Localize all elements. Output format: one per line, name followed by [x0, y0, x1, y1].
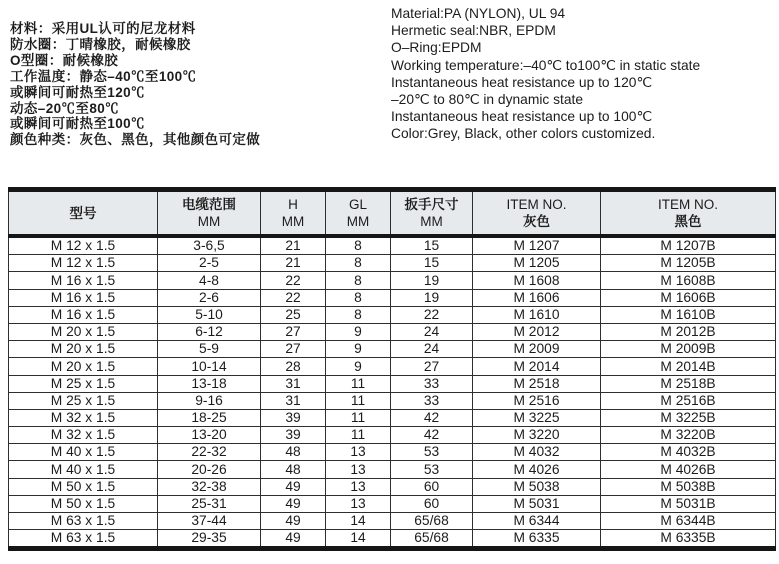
- table-cell: 21: [261, 236, 326, 255]
- table-cell: 9: [326, 341, 391, 358]
- table-cell: 8: [326, 289, 391, 306]
- table-cell: M 5031B: [601, 495, 776, 512]
- col-header-unit: 灰色: [523, 214, 550, 229]
- table-row: [9, 409, 776, 426]
- spec-line-cn: 材料：采用UL认可的尼龙材料: [10, 21, 196, 36]
- table-row: [9, 513, 776, 530]
- table-cell: M 20 x 1.5: [9, 341, 158, 358]
- table-cell: 39: [261, 427, 326, 444]
- table-cell: 25-31: [158, 495, 261, 512]
- table-cell: M 32 x 1.5: [9, 409, 158, 426]
- table-cell: 22: [261, 272, 326, 289]
- table-row: [9, 375, 776, 392]
- col-header-label: H: [288, 197, 298, 212]
- table-cell: 13: [326, 461, 391, 478]
- table-cell: M 25 x 1.5: [9, 375, 158, 392]
- table-cell: M 3225B: [601, 409, 776, 426]
- table-row: [9, 289, 776, 306]
- table-cell: 32-38: [158, 478, 261, 495]
- table-cell: 39: [261, 409, 326, 426]
- table-cell: M 2014B: [601, 358, 776, 375]
- table-cell: 21: [261, 255, 326, 272]
- table-cell: 14: [326, 513, 391, 530]
- table-cell: M 20 x 1.5: [9, 358, 158, 375]
- table-cell: M 2009B: [601, 341, 776, 358]
- table-row: [9, 478, 776, 495]
- table-cell: 10-14: [158, 358, 261, 375]
- col-header-unit: MM: [346, 214, 370, 229]
- table-cell: 24: [391, 323, 473, 340]
- table-cell: 22: [261, 289, 326, 306]
- table-cell: 11: [326, 392, 391, 409]
- table-cell: 13: [326, 444, 391, 461]
- table-body: [9, 236, 776, 549]
- table-cell: M 6344: [473, 513, 601, 530]
- specs-english-block: [391, 5, 700, 143]
- table-cell: M 63 x 1.5: [9, 513, 158, 530]
- spec-line-en: Working temperature:–40℃ to100℃ in static state: [391, 57, 701, 73]
- col-header-label: ITEM NO.: [658, 197, 718, 212]
- table-cell: 11: [326, 409, 391, 426]
- col-header-item-no-grey: [473, 190, 601, 237]
- table-row: [9, 444, 776, 461]
- table-cell: M 4032: [473, 444, 601, 461]
- table-cell: 48: [261, 444, 326, 461]
- col-header-unit: 黑色: [674, 214, 702, 229]
- table-cell: M 2516: [473, 392, 601, 409]
- table-cell: M 16 x 1.5: [9, 289, 158, 306]
- table-cell: 11: [326, 427, 391, 444]
- spec-line-cn: O型圈：耐候橡胶: [10, 52, 119, 68]
- table-cell: 19: [391, 272, 473, 289]
- table-cell: 9-16: [158, 392, 261, 409]
- table-row: [9, 530, 776, 549]
- table-cell: 27: [391, 358, 473, 375]
- table-cell: M 12 x 1.5: [9, 236, 158, 255]
- table-row: [9, 323, 776, 340]
- table-cell: M 1207: [473, 236, 601, 255]
- table-cell: M 50 x 1.5: [9, 478, 158, 495]
- table-cell: M 32 x 1.5: [9, 427, 158, 444]
- spec-line-cn: 或瞬间可耐热至120℃: [10, 84, 145, 100]
- table-cell: 11: [326, 375, 391, 392]
- table-cell: 20-26: [158, 461, 261, 478]
- table-cell: M 2518B: [601, 375, 776, 392]
- spec-table: [8, 187, 776, 551]
- table-cell: 15: [391, 236, 473, 255]
- table-cell: 22-32: [158, 444, 261, 461]
- table-cell: M 2516B: [601, 392, 776, 409]
- table-cell: 33: [391, 392, 473, 409]
- table-cell: M 20 x 1.5: [9, 323, 158, 340]
- table-cell: M 1606: [473, 289, 601, 306]
- table-cell: 13: [326, 495, 391, 512]
- table-cell: M 6335: [473, 530, 601, 549]
- col-header-label: 型号: [69, 205, 97, 221]
- table-cell: 5-9: [158, 341, 261, 358]
- table-cell: 49: [261, 530, 326, 549]
- table-cell: M 1608B: [601, 272, 776, 289]
- table-cell: 8: [326, 255, 391, 272]
- table-cell: M 16 x 1.5: [9, 306, 158, 323]
- table-row: [9, 461, 776, 478]
- table-cell: 5-10: [158, 306, 261, 323]
- col-header-label: GL: [348, 197, 367, 212]
- spec-line-cn: 工作温度：静态–40℃至100℃: [10, 68, 197, 84]
- table-cell: M 6335B: [601, 530, 776, 549]
- table-cell: 53: [391, 444, 473, 461]
- col-header-unit: MM: [197, 214, 221, 229]
- spec-line-en: Instantaneous heat resistance up to 100℃: [391, 109, 652, 125]
- table-cell: 37-44: [158, 513, 261, 530]
- table-cell: 42: [391, 409, 473, 426]
- table-cell: 13-18: [158, 375, 261, 392]
- spec-line-en: –20℃ to 80℃ in dynamic state: [391, 92, 584, 108]
- table-cell: 19: [391, 289, 473, 306]
- table-cell: M 5031: [473, 495, 601, 512]
- spec-line-cn: 防水圈：丁晴橡胶，耐候橡胶: [10, 36, 191, 52]
- table-cell: 2-6: [158, 289, 261, 306]
- table-cell: 65/68: [391, 530, 473, 549]
- table-cell: M 40 x 1.5: [9, 444, 158, 461]
- table-header-row: [9, 190, 776, 237]
- table-row: [9, 255, 776, 272]
- table-row: [9, 236, 776, 255]
- table-cell: 53: [391, 461, 473, 478]
- table-cell: M 12 x 1.5: [9, 255, 158, 272]
- col-header-cable-range: [158, 190, 261, 237]
- spec-line-en: Instantaneous heat resistance up to 120℃: [391, 74, 652, 90]
- col-header-item-no-black: [601, 190, 776, 237]
- table-cell: 8: [326, 236, 391, 255]
- table-cell: 22: [391, 306, 473, 323]
- col-header-gl: [326, 190, 391, 237]
- table-cell: M 2014: [473, 358, 601, 375]
- table-cell: 60: [391, 478, 473, 495]
- table-cell: M 3220B: [601, 427, 776, 444]
- table-cell: M 1610B: [601, 306, 776, 323]
- col-header-label: 扳手尺寸: [404, 197, 459, 212]
- table-row: [9, 427, 776, 444]
- table-cell: M 50 x 1.5: [9, 495, 158, 512]
- table-cell: M 2009: [473, 341, 601, 358]
- table-cell: M 4026: [473, 461, 601, 478]
- table-cell: M 16 x 1.5: [9, 272, 158, 289]
- specs-chinese-block: [10, 21, 260, 148]
- spec-table-container: [8, 187, 775, 551]
- spec-line-en: Material:PA (NYLON), UL 94: [391, 6, 566, 21]
- table-cell: 24: [391, 341, 473, 358]
- table-row: [9, 495, 776, 512]
- table-cell: M 1207B: [601, 236, 776, 255]
- col-header-unit: MM: [420, 214, 443, 229]
- table-cell: 14: [326, 530, 391, 549]
- table-row: [9, 358, 776, 375]
- table-cell: 49: [261, 478, 326, 495]
- table-cell: M 1205: [473, 255, 601, 272]
- table-row: [9, 306, 776, 323]
- col-header-label: ITEM NO.: [506, 197, 567, 212]
- table-cell: 27: [261, 323, 326, 340]
- table-cell: 31: [261, 375, 326, 392]
- table-cell: M 4032B: [601, 444, 776, 461]
- table-cell: 13: [326, 478, 391, 495]
- table-cell: 27: [261, 341, 326, 358]
- spec-line-en: O–Ring:EPDM: [391, 40, 482, 56]
- table-cell: 13-20: [158, 427, 261, 444]
- col-header-wrench-size: [391, 190, 473, 237]
- table-cell: 25: [261, 306, 326, 323]
- table-cell: 31: [261, 392, 326, 409]
- table-cell: M 5038: [473, 478, 601, 495]
- table-cell: 65/68: [391, 513, 473, 530]
- table-cell: M 63 x 1.5: [9, 530, 158, 549]
- table-cell: M 2012: [473, 323, 601, 340]
- table-cell: M 40 x 1.5: [9, 461, 158, 478]
- table-cell: 4-8: [158, 272, 261, 289]
- table-cell: 48: [261, 461, 326, 478]
- table-cell: 33: [391, 375, 473, 392]
- table-cell: 9: [326, 358, 391, 375]
- table-cell: 60: [391, 495, 473, 512]
- table-cell: M 1608: [473, 272, 601, 289]
- col-header-unit: MM: [281, 214, 305, 229]
- table-cell: 49: [261, 513, 326, 530]
- table-cell: M 3225: [473, 409, 601, 426]
- table-cell: 9: [326, 323, 391, 340]
- table-cell: M 2012B: [601, 323, 776, 340]
- table-cell: M 5038B: [601, 478, 776, 495]
- table-cell: 2-5: [158, 255, 261, 272]
- spec-line-en: Color:Grey, Black, other colors customized.: [391, 126, 656, 142]
- table-cell: 8: [326, 272, 391, 289]
- table-cell: 15: [391, 255, 473, 272]
- col-header-label: 电缆范围: [182, 197, 236, 212]
- table-cell: M 1205B: [601, 255, 776, 272]
- spec-line-en: Hermetic seal:NBR, EPDM: [391, 23, 556, 39]
- table-row: [9, 341, 776, 358]
- table-cell: 49: [261, 495, 326, 512]
- table-cell: M 1610: [473, 306, 601, 323]
- table-cell: 6-12: [158, 323, 261, 340]
- col-header-model: [9, 190, 158, 237]
- table-cell: M 2518: [473, 375, 601, 392]
- col-header-h: [261, 190, 326, 237]
- spec-line-cn: 颜色种类：灰色、黑色，其他颜色可定做: [10, 132, 261, 148]
- table-cell: M 25 x 1.5: [9, 392, 158, 409]
- table-row: [9, 272, 776, 289]
- table-cell: 29-35: [158, 530, 261, 549]
- table-cell: M 3220: [473, 427, 601, 444]
- table-cell: M 6344B: [601, 513, 776, 530]
- table-cell: M 4026B: [601, 461, 776, 478]
- table-cell: 3-6,5: [158, 236, 261, 255]
- table-cell: 42: [391, 427, 473, 444]
- spec-line-cn: 动态–20℃至80℃: [10, 100, 120, 116]
- table-cell: 8: [326, 306, 391, 323]
- table-cell: 18-25: [158, 409, 261, 426]
- table-row: [9, 392, 776, 409]
- spec-line-cn: 或瞬间可耐热至100℃: [10, 116, 145, 132]
- table-cell: 28: [261, 358, 326, 375]
- table-cell: M 1606B: [601, 289, 776, 306]
